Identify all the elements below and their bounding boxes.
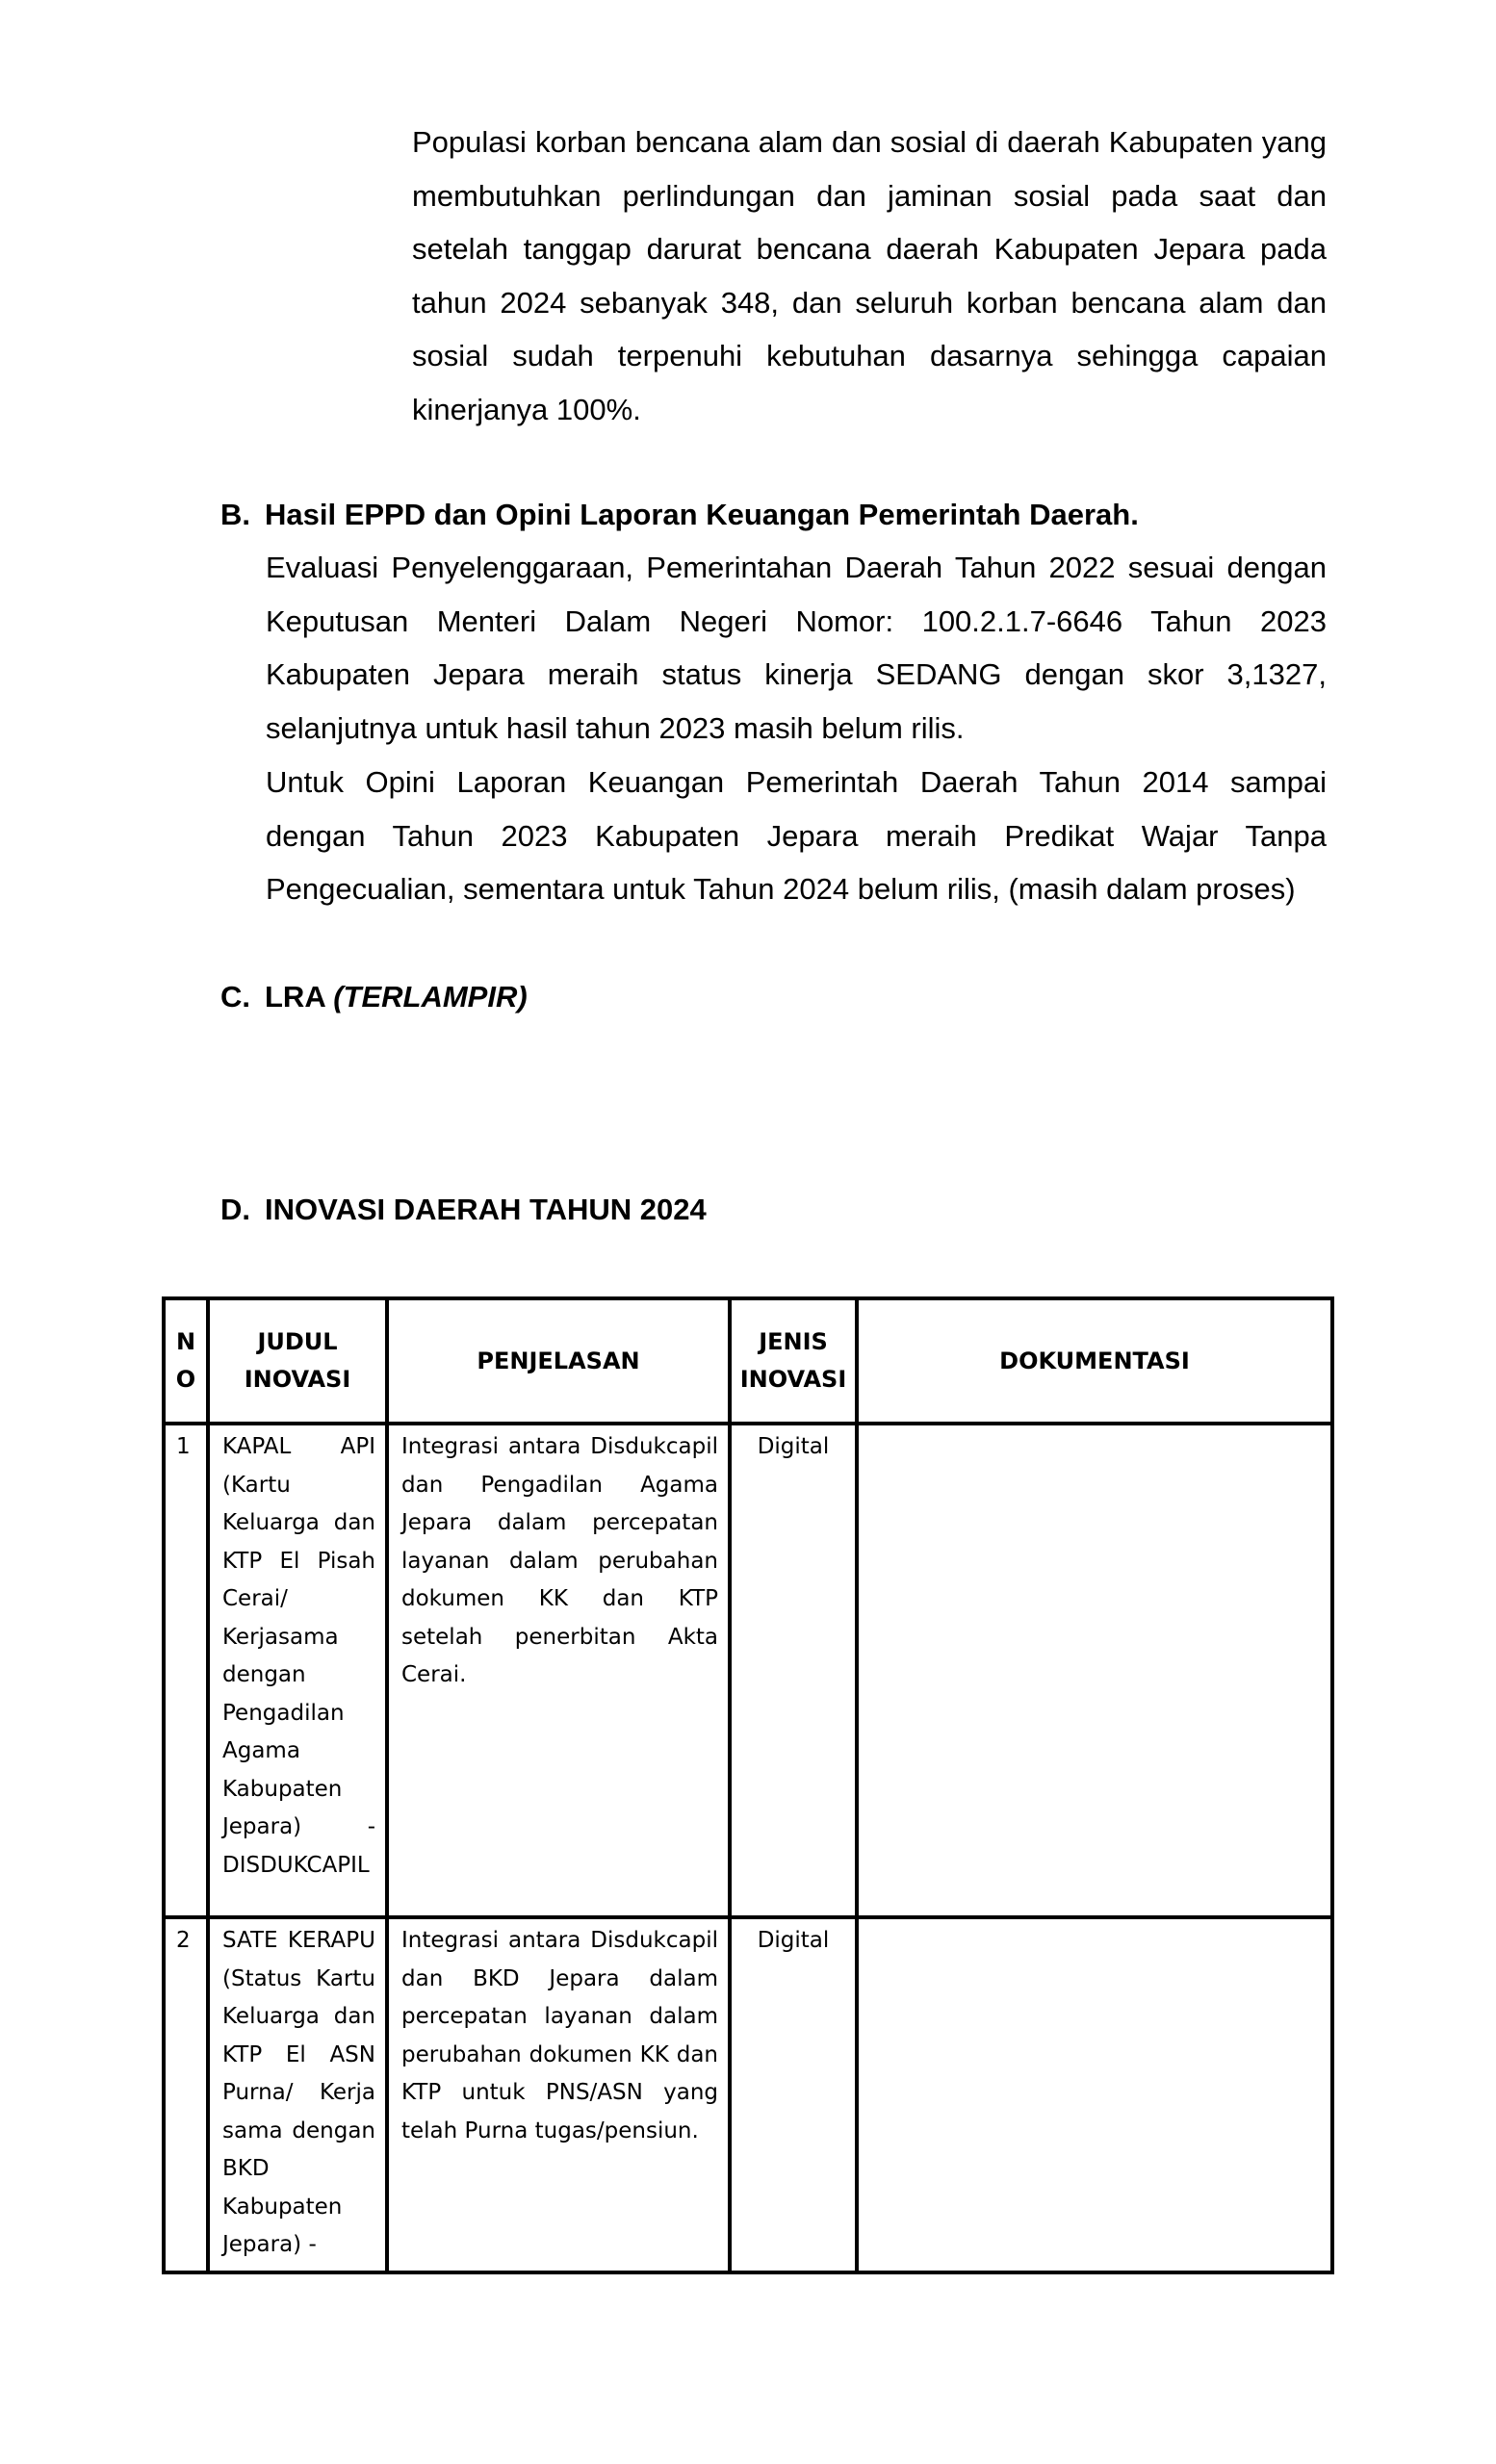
- section-d-letter: D.: [220, 1193, 250, 1226]
- section-d-title: INOVASI DAERAH TAHUN 2024: [265, 1193, 707, 1226]
- header-no-line1: N: [175, 1328, 196, 1355]
- table-row: [164, 1917, 1332, 2272]
- header-judul-line2: INOVASI: [244, 1366, 351, 1393]
- section-b-letter: B.: [220, 498, 250, 531]
- row-number: 1: [164, 1424, 208, 1917]
- paragraph-population: Populasi korban bencana alam dan sosial di daerah Kabupaten yang membutuhkan perlindungan dan jaminan sosial pada saat dan setelah tanggap darurat bencana daerah Kabupaten Jepara pada tahun 2024 sebanyak 348, dan seluruh korban bencana alam dan sosial sudah terpenuhi kebutuhan dasarnya sehingga capaian kinerjanya 100%.: [412, 125, 1327, 426]
- innovation-type: Digital: [730, 1424, 857, 1917]
- innovation-type: Digital: [730, 1917, 857, 2272]
- innovation-table: [162, 1296, 1334, 2274]
- section-b-title: Hasil EPPD dan Opini Laporan Keuangan Pemerintah Daerah.: [265, 498, 1139, 531]
- row-number: 2: [164, 1917, 208, 2272]
- header-judul: [208, 1298, 387, 1424]
- paragraph-evaluation: Evaluasi Penyelenggaraan, Pemerintahan Daerah Tahun 2022 sesuai dengan Keputusan Menteri Dalam Negeri Nomor: 100.2.1.7-6646 Tahun 2023 Kabupaten Jepara meraih status kinerja SEDANG dengan skor 3,1327, selanjutnya untuk hasil tahun 2023 masih belum rilis.: [266, 551, 1327, 745]
- innovation-description: Integrasi antara Disdukcapil dan BKD Jepara dalam percepatan layanan dalam perubahan dokumen KK dan KTP untuk PNS/ASN yang telah Purna tugas/pensiun.: [387, 1917, 730, 2272]
- innovation-title: KAPAL API (Kartu Keluarga dan KTP El Pisah Cerai/ Kerjasama dengan Pengadilan Agama Kabupaten Jepara) - DISDUKCAPIL: [208, 1424, 387, 1917]
- header-jenis-line1: JENIS: [759, 1328, 828, 1355]
- section-d-heading: [220, 1191, 707, 1229]
- header-dokumentasi: DOKUMENTASI: [857, 1298, 1332, 1424]
- innovation-title: SATE KERAPU (Status Kartu Keluarga dan KTP El ASN Purna/ Kerja sama dengan BKD Kabupaten Jepara) -: [208, 1917, 387, 2272]
- table-row: [164, 1424, 1332, 1917]
- table-header-row: [164, 1298, 1332, 1424]
- section-c-heading: [220, 978, 528, 1016]
- header-jenis-line2: INOVASI: [739, 1366, 847, 1393]
- innovation-description: Integrasi antara Disdukcapil dan Pengadilan Agama Jepara dalam percepatan layanan dalam perubahan dokumen KK dan KTP setelah penerbitan Akta Cerai.: [387, 1424, 730, 1917]
- innovation-documentation: [857, 1917, 1332, 2272]
- header-penjelasan: PENJELASAN: [387, 1298, 730, 1424]
- header-judul-line1: JUDUL: [257, 1328, 338, 1355]
- header-no: [164, 1298, 208, 1424]
- section-b-heading: [220, 496, 1139, 534]
- section-c-title: LRA: [265, 980, 325, 1014]
- section-c-note: (TERLAMPIR): [333, 980, 528, 1014]
- header-no-line2: O: [175, 1366, 196, 1393]
- section-c-letter: C.: [220, 980, 250, 1014]
- innovation-documentation: [857, 1424, 1332, 1917]
- paragraph-opinion: Untuk Opini Laporan Keuangan Pemerintah Daerah Tahun 2014 sampai dengan Tahun 2023 Kabupaten Jepara meraih Predikat Wajar Tanpa Pengecualian, sementara untuk Tahun 2024 belum rilis, (masih dalam proses): [266, 765, 1327, 906]
- header-jenis: [730, 1298, 857, 1424]
